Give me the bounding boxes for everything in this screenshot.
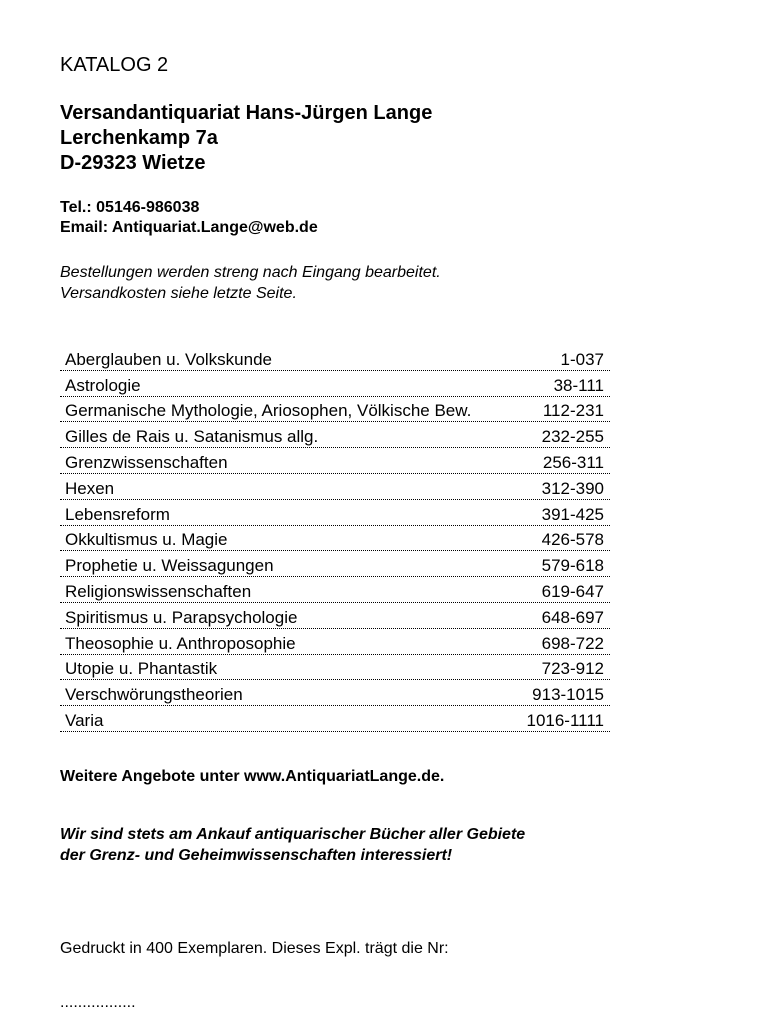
toc-label: Lebensreform [65, 504, 170, 524]
toc-label: Astrologie [65, 375, 141, 395]
toc-range: 112-231 [542, 401, 604, 421]
toc-range: 1016-1111 [526, 710, 604, 730]
toc-row [60, 680, 610, 706]
toc-range: 648-697 [541, 607, 604, 627]
toc-range: 619-647 [541, 581, 604, 601]
toc-label: Germanische Mythologie, Ariosophen, Völkische Bew. [65, 401, 472, 421]
toc-range: 232-255 [541, 427, 604, 447]
more-offers-note: Weitere Angebote unter www.AntiquariatLange.de. [60, 768, 445, 785]
toc-label: Prophetie u. Weissagungen [65, 556, 274, 576]
print-run-note: Gedruckt in 400 Exemplaren. Dieses Expl. trägt die Nr: [60, 940, 449, 957]
toc-range: 723-912 [541, 659, 604, 679]
toc-label: Hexen [65, 478, 115, 498]
toc-label: Okkultismus u. Magie [65, 530, 228, 550]
toc-row [60, 422, 610, 448]
toc-row [60, 397, 610, 423]
order-notice-line: Bestellungen werden streng nach Eingang bearbeitet. [60, 264, 441, 281]
purchase-notice-line: der Grenz- und Geheimwissenschaften interessiert! [60, 847, 453, 864]
shipping-notice-line: Versandkosten siehe letzte Seite. [60, 285, 297, 302]
toc-range: 913-1015 [532, 685, 604, 705]
purchase-notice [60, 824, 525, 866]
purchase-notice-line: Wir sind stets am Ankauf antiquarischer Bücher aller Gebiete [60, 826, 526, 843]
toc-label: Gilles de Rais u. Satanismus allg. [65, 427, 319, 447]
toc-label: Spiritismus u. Parapsychologie [65, 607, 298, 627]
toc-range: 38-111 [553, 375, 604, 395]
toc-row [60, 551, 610, 577]
toc-label: Utopie u. Phantastik [65, 659, 218, 679]
toc-row [60, 526, 610, 552]
seller-city: D-29323 Wietze [60, 152, 206, 174]
toc-range: 426-578 [541, 530, 604, 550]
toc-row [60, 448, 610, 474]
catalog-title: KATALOG 2 [60, 54, 169, 76]
toc-label: Grenzwissenschaften [65, 452, 228, 472]
toc-row [60, 629, 610, 655]
contact-info [60, 198, 318, 238]
toc-range: 312-390 [541, 478, 604, 498]
seller-street: Lerchenkamp 7a [60, 127, 218, 149]
seller-address [60, 101, 432, 176]
email-address: Email: Antiquariat.Lange@web.de [60, 219, 318, 236]
toc-row [60, 577, 610, 603]
toc-row [60, 474, 610, 500]
toc-label: Aberglauben u. Volkskunde [65, 349, 272, 369]
seller-name: Versandantiquariat Hans-Jürgen Lange [60, 102, 433, 124]
toc-label: Religionswissenschaften [65, 581, 252, 601]
toc-row [60, 706, 610, 732]
toc-label: Theosophie u. Anthroposophie [65, 633, 296, 653]
toc-range: 579-618 [541, 556, 604, 576]
order-notice [60, 262, 441, 304]
toc-label: Varia [65, 710, 104, 730]
toc-range: 698-722 [541, 633, 604, 653]
toc-row [60, 500, 610, 526]
category-index [60, 345, 610, 732]
toc-range: 1-037 [560, 349, 604, 369]
toc-range: 256-311 [542, 452, 604, 472]
toc-row [60, 371, 610, 397]
toc-row [60, 655, 610, 681]
toc-row [60, 603, 610, 629]
phone-number: Tel.: 05146-986038 [60, 199, 200, 216]
toc-range: 391-425 [541, 504, 604, 524]
toc-row [60, 345, 610, 371]
copy-number-blank: ................. [60, 994, 136, 1011]
toc-label: Verschwörungstheorien [65, 685, 243, 705]
